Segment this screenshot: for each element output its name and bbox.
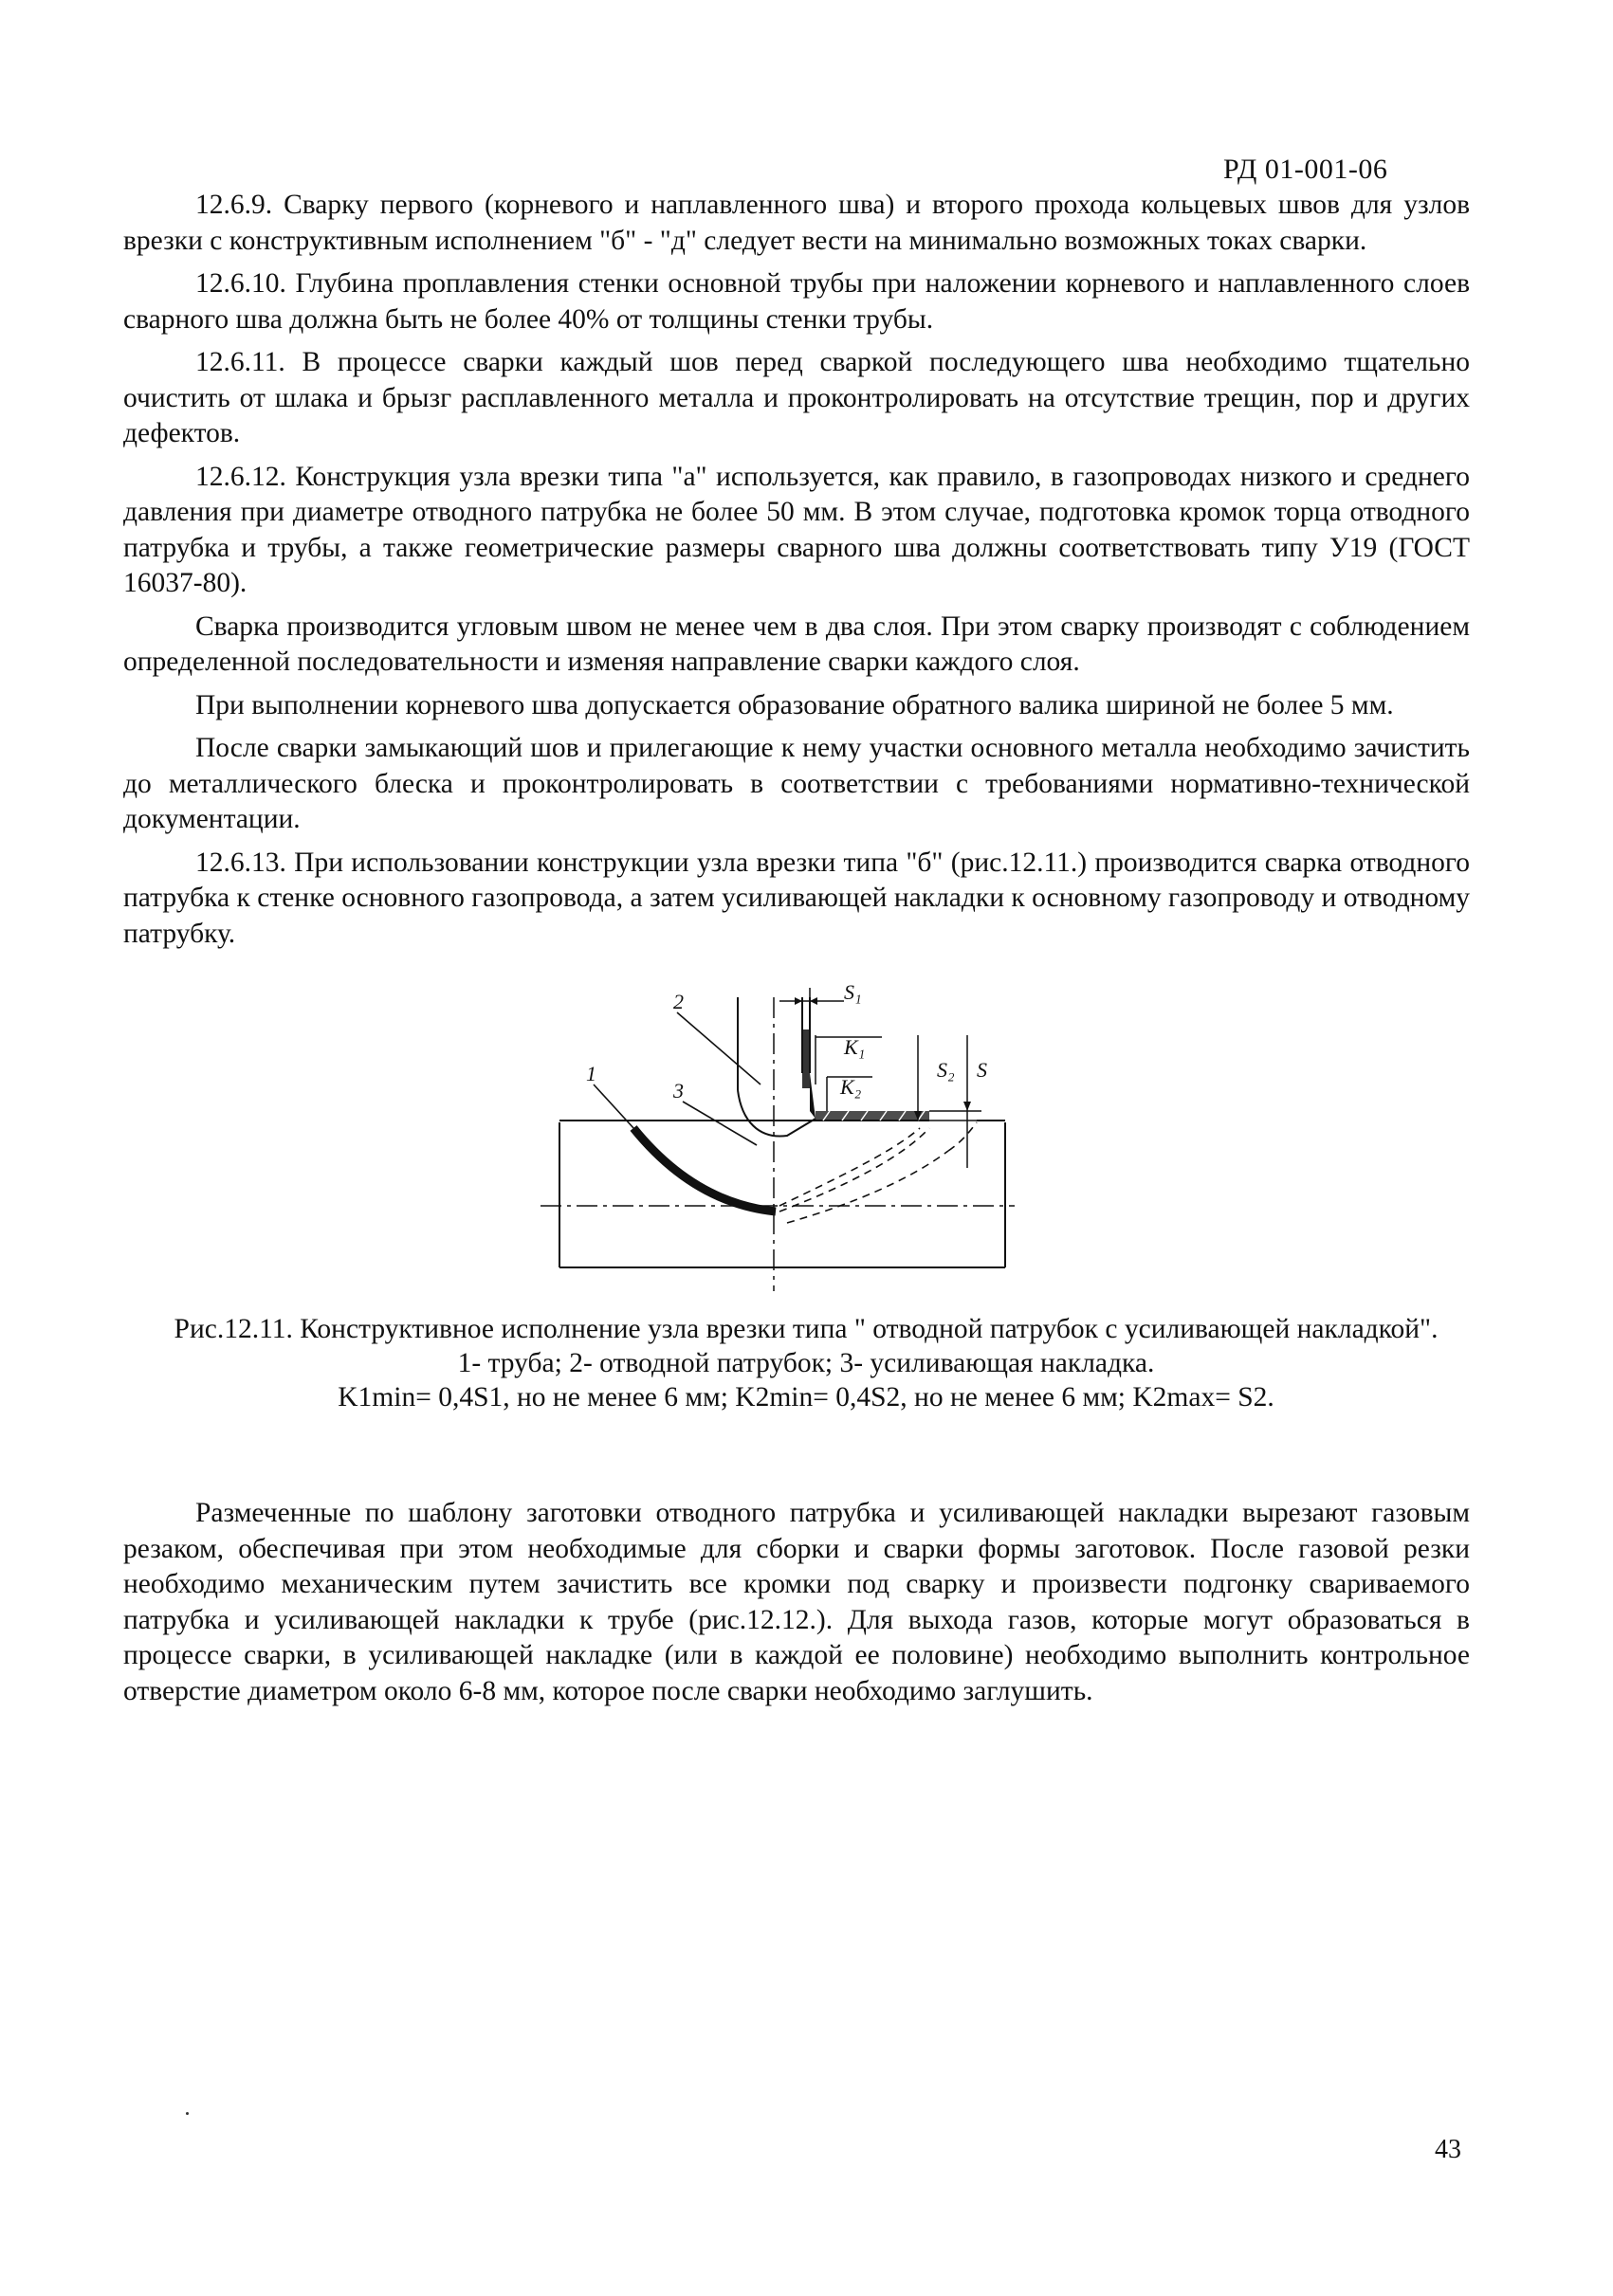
label-k2: K₂ [840,1075,862,1099]
paragraph: 12.6.11. В процессе сварки каждый шов перед сваркой последующего шва необходимо тщательно очистить от шлака и брызг расплавленного металла и проконтролировать на отсутствие трещин, пор и других дефектов. [123,347,1470,448]
label-s2: S₂ [937,1058,955,1082]
label-pad: 3 [673,1079,684,1102]
paragraph: При выполнении корневого шва допускается образование обратного валика шириной не более 5 мм. [195,689,1394,720]
paragraph: После сварки замыкающий шов и прилегающие к нему участки основного металла необходимо зачистить до металлического блеска и проконтролировать в соответствии с требованиями нормативно-технической документации. [123,733,1470,834]
paragraph: Сварка производится угловым швом не менее чем в два слоя. При этом сварку производят с соблюдением определенной последовательности и изменяя направление сварки каждого слоя. [123,610,1470,677]
caption-legend: 1- труба; 2- отводной патрубок; 3- усиливающая накладка. [457,1348,1155,1378]
label-s: S [977,1058,987,1082]
figure-caption [152,1312,1460,1414]
paragraph: Размеченные по шаблону заготовки отводного патрубка и усиливающей накладки вырезают газовым резаком, обеспечивая при этом необходимые для сборки и сварки формы заготовок. После газовой резки необходимо механическим путем зачистить все кромки под сварку и произвести подгонку свариваемого патрубка и усиливающей накладки к трубе (рис.12.12.). Для выхода газов, которые могут образоваться в процессе сварки, в усиливающей накладке (или в каждой ее половине) необходимо выполнить контрольное отверстие диаметром около 6-8 мм, которое после сварки необходимо заглушить. [123,1498,1470,1706]
label-k1: K₁ [844,1035,866,1059]
text-block-bottom [123,1496,1470,1709]
paragraph: 12.6.9. Сварку первого (корневого и наплавленного шва) и второго прохода кольцевых швов для узлов врезки с конструктивным исполнением "б" - "д" следует вести на минимально возможных токах сварки. [123,190,1470,256]
label-pipe: 1 [586,1062,596,1085]
weld-joint-figure [531,978,1024,1301]
document-code: РД 01-001-06 [1223,154,1388,185]
label-branch: 2 [673,990,684,1013]
caption-formula: K1min= 0,4S1, но не менее 6 мм; K2min= 0,4S2, но не менее 6 мм; K2max= S2. [338,1382,1274,1412]
paragraph: 12.6.13. При использовании конструкции узла врезки типа "б" (рис.12.11.) производится сварка отводного патрубка к стенке основного газопровода, а затем усиливающей накладки к основному газопроводу и отводному патрубку. [123,847,1470,949]
scan-mark [186,2112,189,2115]
caption-title: Рис.12.11. Конструктивное исполнение узла врезки типа " отводной патрубок с усиливающей накладкой". [174,1314,1439,1344]
weld-joint-drawing [531,978,1024,1301]
text-block-top [123,188,1470,952]
paragraph: 12.6.10. Глубина проплавления стенки основной трубы при наложении корневого и наплавленного слоев сварного шва должна быть не более 40% от толщины стенки трубы. [123,268,1470,335]
page-number: 43 [1435,2135,1461,2164]
paragraph: 12.6.12. Конструкция узла врезки типа "а" используется, как правило, в газопроводах низкого и среднего давления при диаметре отводного патрубка не более 50 мм. В этом случае, подготовка кромок торца отводного патрубка и трубы, а также геометрические размеры сварного шва должны соответствовать типу У19 (ГОСТ 16037-80). [123,461,1470,598]
label-s1: S₁ [844,980,862,1004]
